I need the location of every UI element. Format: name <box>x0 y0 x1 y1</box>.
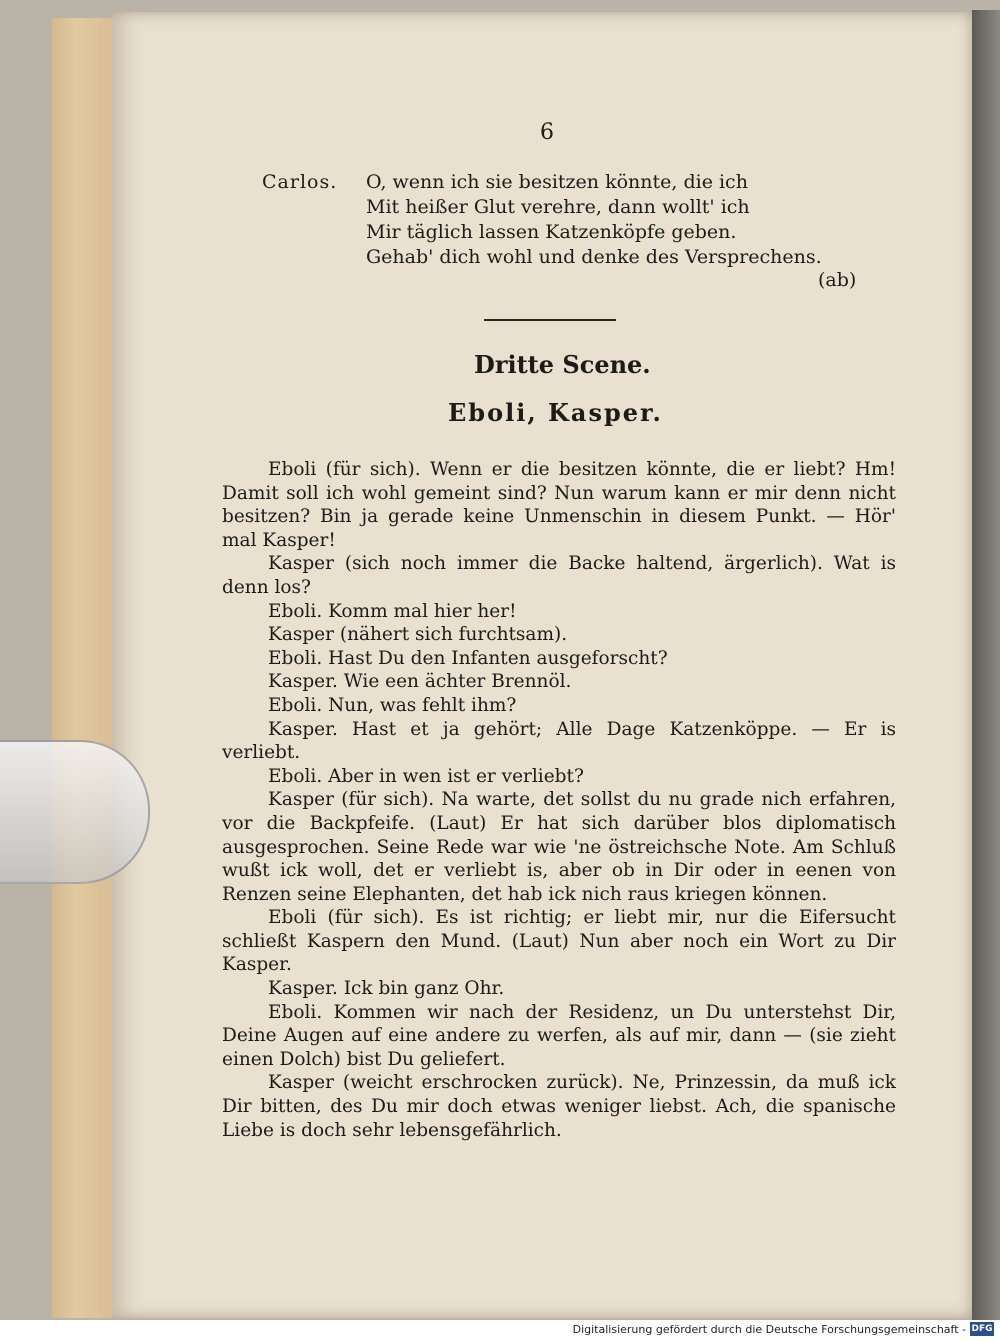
verse-line: O, wenn ich sie besitzen könnte, die ich <box>366 171 748 193</box>
dialog-paragraph: Kasper. Wie een ächter Brennöl. <box>268 671 572 693</box>
dialog-block <box>222 458 896 1142</box>
dialog-paragraph: Kasper. Hast et ja gehört; Alle Dage Katzenköppe. — Er is verliebt. <box>222 718 896 764</box>
dialog-paragraph: Eboli. Nun, was fehlt ihm? <box>268 694 517 716</box>
dialog-paragraph: Kasper (nähert sich furchtsam). <box>268 624 568 646</box>
page-edge <box>972 10 1000 1320</box>
speaker-carlos: Carlos. <box>262 171 338 193</box>
dialog-paragraph: Kasper (für sich). Na warte, det sollst du nu grade nich erfahren, vor die Backpfeife. (Laut) Er hat sich darüber blos diplomatisch ausgesprochen. Seine Rede war wie 'ne östreichsche Note. Am Schluß wußt ick woll, det er verliebt is, aber ob in Dir oder in eenen von Renzen seine Elephanten, det hab ick nich raus kriegen können. <box>222 789 896 905</box>
dialog-paragraph: Eboli. Komm mal hier her! <box>268 600 517 622</box>
verse-line: Mir täglich lassen Katzenköpfe geben. <box>366 221 737 243</box>
dialog-paragraph: Eboli. Aber in wen ist er verliebt? <box>268 765 584 787</box>
scene-title: Dritte Scene. <box>474 350 651 379</box>
dialog-paragraph: Kasper (weicht erschrocken zurück). Ne, Prinzessin, da muß ick Dir bitten, des Du mir doch etwas weniger liebst. Ach, die spanische Liebe is doch sehr lebensgefährlich. <box>222 1072 896 1141</box>
scene-cast: Eboli, Kasper. <box>448 398 663 427</box>
dialog-paragraph: Kasper. Ick bin ganz Ohr. <box>268 978 505 1000</box>
carlos-verse <box>262 170 822 270</box>
stage-direction-exit: (ab) <box>818 269 857 291</box>
dialog-paragraph: Eboli. Kommen wir nach der Residenz, un Du unterstehst Dir, Deine Augen auf eine andere zu werfen, als auf mir, dann — (sie zieht einen Dolch) bist Du geliefert. <box>222 1001 896 1070</box>
verse-line: Gehab' dich wohl und denke des Versprechens. <box>366 246 822 268</box>
page-number: 6 <box>540 120 554 145</box>
dialog-paragraph: Kasper (sich noch immer die Backe haltend, ärgerlich). Wat is denn los? <box>222 553 896 598</box>
footer-credit: Digitalisierung gefördert durch die Deutsche Forschungsgemeinschaft - <box>572 1323 966 1336</box>
section-rule <box>484 319 616 321</box>
verse-line: Mit heißer Glut verehre, dann wollt' ich <box>366 196 750 218</box>
dialog-paragraph: Eboli. Hast Du den Infanten ausgeforscht? <box>268 647 668 669</box>
dfg-logo-icon: DFG <box>971 1324 993 1334</box>
dialog-paragraph: Eboli (für sich). Wenn er die besitzen könnte, die er liebt? Hm! Damit soll ich wohl gemeint sind? Nun warum kann er mir denn nicht besitzen? Bin ja gerade keine Unmenschin in diesem Punkt. — Hör' mal Kasper! <box>222 459 896 551</box>
page-clip <box>0 740 150 884</box>
book-spine <box>52 18 114 1318</box>
dialog-paragraph: Eboli (für sich). Es ist richtig; er liebt mir, nur die Eifersucht schließt Kaspern den Mund. (Laut) Nun aber noch ein Wort zu Dir Kasper. <box>222 907 896 976</box>
